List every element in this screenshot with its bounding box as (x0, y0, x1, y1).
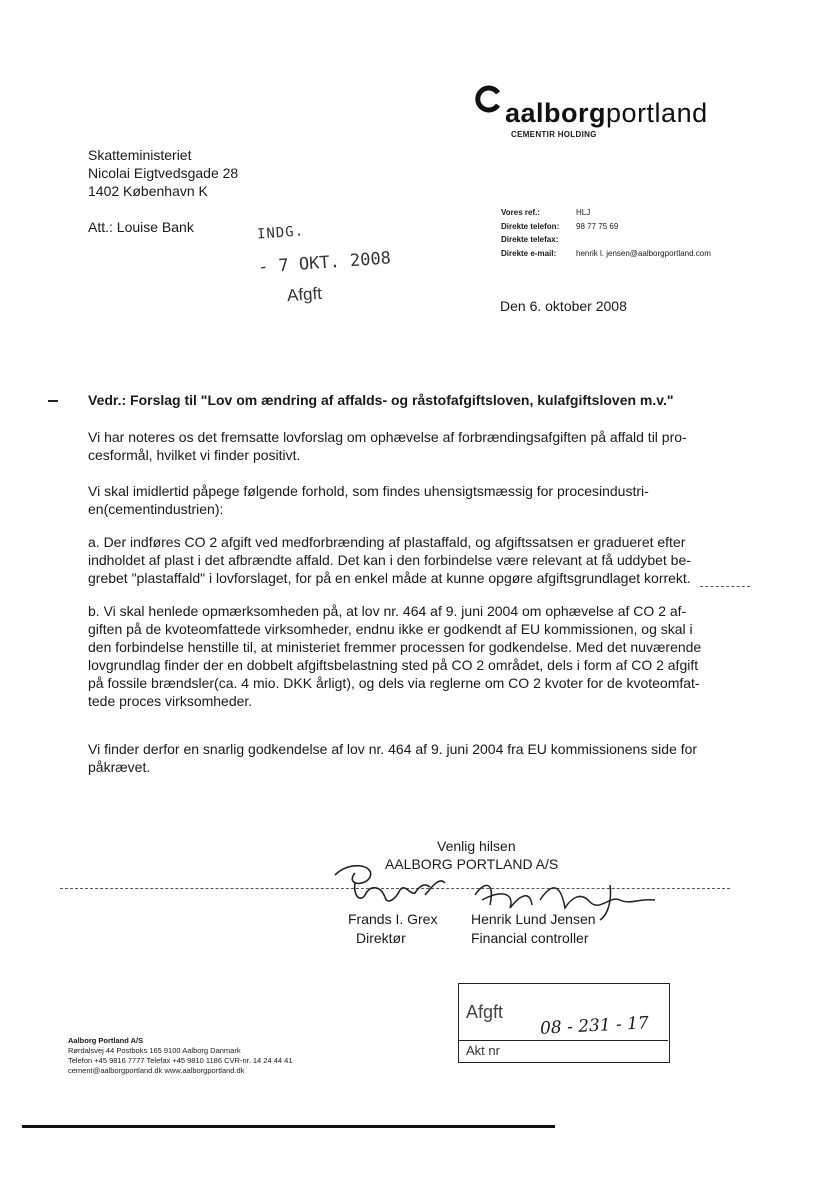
filing-number: 08 - 231 - 17 (539, 1013, 650, 1039)
body-line: Vi finder derfor en snarlig godkendelse af lov nr. 464 af 9. juni 2004 fra EU kommissionens side for (88, 741, 698, 757)
body-line: lovgrundlag finder der en dobbelt afgiftsbelastning sted på CO 2 området, dels i form af CO 2 afgift (88, 657, 699, 673)
body-line: påkrævet. (88, 759, 151, 775)
body-paragraph-4 (88, 602, 713, 710)
signer-1-name: Frands I. Grex (348, 911, 438, 927)
stamp-date: - 7 OKT. 2008 (257, 248, 392, 278)
recipient-line2: Nicolai Eigtvedsgade 28 (88, 165, 239, 181)
signer-2 (471, 910, 596, 948)
letter-date: Den 6. oktober 2008 (500, 298, 627, 314)
body-line: Vi skal imidlertid påpege følgende forhold, som findes uhensigtsmæssig for procesindustri- (88, 483, 649, 499)
recipient-line1: Skatteministeriet (88, 147, 192, 163)
body-line: en(cementindustrien): (88, 501, 224, 517)
body-line: a. Der indføres CO 2 afgift ved medforbrænding af plastaffald, og afgiftssatsen er gradueret efter (88, 534, 686, 550)
recipient-address (88, 146, 238, 200)
signer-1-title: Direktør (356, 930, 406, 946)
filing-label-afgft: Afgft (466, 1002, 504, 1022)
filing-label-akt: Akt nr (466, 1043, 500, 1058)
company-logo (505, 98, 708, 129)
body-paragraph-5 (88, 740, 713, 776)
recipient-attention: Att.: Louise Bank (88, 219, 194, 235)
closing-greeting: Venlig hilsen (437, 838, 516, 854)
signer-1 (348, 910, 437, 948)
signer-2-title: Financial controller (471, 930, 589, 946)
body-line: den forbindelse henstille til, at ministeriet fremmer processen for godkendelse. Med det nuværende (88, 639, 702, 655)
scan-bottom-bar (22, 1125, 555, 1128)
ref-value: HLJ (576, 208, 591, 217)
logo-name-bold: aalborg (505, 98, 607, 128)
signature-frands-grex (325, 855, 465, 915)
body-line: tede proces virksomheder. (88, 693, 253, 709)
footer-phone: Telefon +45 9816 7777 Telefax +45 9810 1186 CVR-nr. 14 24 44 41 (68, 1056, 293, 1065)
body-line: giften på de kvoteomfattede virksomheder, endnu ikke er godkendt af EU kommissionen, og skal i (88, 621, 693, 637)
logo-name-light: portland (606, 98, 708, 128)
email-label: Direkte e-mail: (501, 248, 557, 258)
logo-subtitle: CEMENTIR HOLDING (511, 130, 597, 139)
scan-dash-line (700, 586, 750, 587)
recipient-line3: 1402 København K (88, 183, 208, 199)
footer-address: Rørdalsvej 44 Postboks 165 9100 Aalborg Danmark (68, 1046, 241, 1055)
body-paragraph-1 (88, 428, 713, 464)
email-value: henrik l. jensen@aalborgportland.com (576, 248, 711, 258)
stamp-dept: Afgft (286, 283, 323, 306)
body-line: cesformål, hvilket vi finder positivt. (88, 447, 301, 463)
body-paragraph-2 (88, 482, 713, 518)
phone-label: Direkte telefon: (501, 221, 560, 231)
company-footer (68, 1036, 292, 1076)
stamp-received: INDG. (256, 223, 305, 243)
filing-box-divider (458, 1040, 668, 1041)
body-paragraph-3 (88, 533, 713, 587)
signer-2-name: Henrik Lund Jensen (471, 911, 596, 927)
reference-block (501, 206, 711, 260)
body-line: på fossile brændsler(ca. 4 mio. DKK årligt), og dels via reglerne om CO 2 kvoter for de kvoteomfat- (88, 675, 700, 691)
fax-label: Direkte telefax: (501, 235, 559, 244)
margin-dash (48, 400, 58, 402)
body-line: b. Vi skal henlede opmærksomheden på, at lov nr. 464 af 9. juni 2004 om ophævelse af CO 2 af- (88, 603, 687, 619)
body-line: Vi har noteres os det fremsatte lovforslag om ophævelse af forbrændingsafgiften på affald til pro- (88, 429, 687, 445)
logo-mark-icon (474, 84, 504, 114)
ref-label: Vores ref.: (501, 208, 540, 217)
body-line: indholdet af plast i det afbrændte affald. Det kan i den forbindelse være relevant at få uddybet be- (88, 552, 691, 568)
phone-value: 98 77 75 69 (576, 221, 619, 231)
body-line: grebet "plastaffald" i lovforslaget, for på en enkel måde at kunne opgøre afgiftsgrundlaget korrekt. (88, 570, 691, 586)
signature-company: AALBORG PORTLAND A/S (385, 856, 559, 872)
footer-web: cement@aalborgportland.dk www.aalborgportland.dk (68, 1066, 245, 1075)
footer-company: Aalborg Portland A/S (68, 1036, 144, 1045)
letter-subject: Vedr.: Forslag til "Lov om ændring af affalds- og råstofafgiftsloven, kulafgiftsloven m.v." (88, 392, 674, 408)
